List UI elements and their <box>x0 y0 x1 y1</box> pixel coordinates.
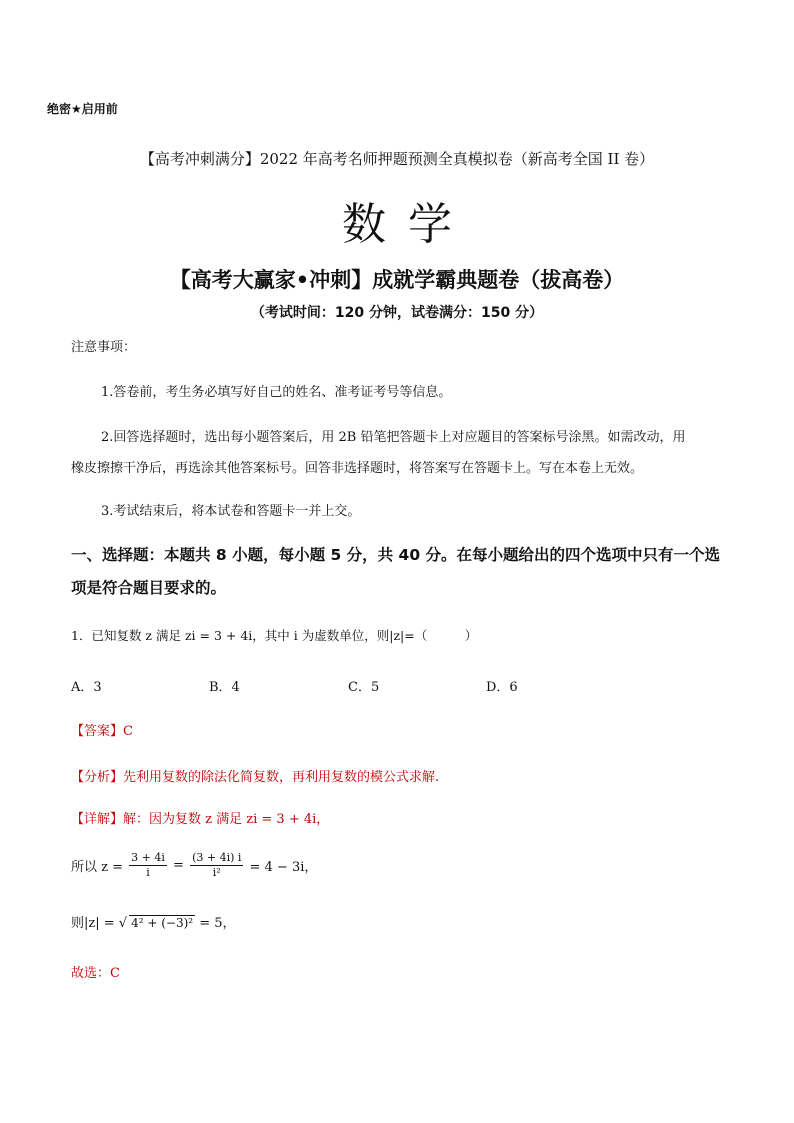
eq1-prefix: 所以 z = <box>71 860 124 875</box>
fraction-2-denominator: i² <box>212 866 221 879</box>
confidential-label: 绝密★启用前 <box>47 102 118 116</box>
option-d: D．6 <box>486 680 518 695</box>
note-item-1: 1.答卷前，考生务必填写好自己的姓名、准考证考号等信息。 <box>101 385 452 400</box>
solution-equation-2 <box>71 912 236 931</box>
fraction-2-numerator: (3 + 4i) i <box>192 851 242 864</box>
sqrt-icon: √ <box>118 916 128 931</box>
section-heading-continued: 项是符合题目要求的。 <box>71 579 227 597</box>
exam-info: （考试时间：120 分钟，试卷满分：150 分） <box>250 305 544 321</box>
paper-subtitle: 【高考大赢家•冲刺】成就学霸典题卷（拔高卷） <box>169 268 625 292</box>
detail-line: 【详解】解：因为复数 z 满足 zi = 3 + 4i， <box>71 812 330 827</box>
fraction-1-numerator: 3 + 4i <box>131 851 165 864</box>
equals-sign: = <box>173 858 184 873</box>
analysis-line: 【分析】先利用复数的除法化简复数，再利用复数的模公式求解. <box>71 770 440 785</box>
eq2-suffix: = 5， <box>199 916 236 931</box>
option-c: C．5 <box>348 680 380 695</box>
exam-series-title: 【高考冲刺满分】2022 年高考名师押题预测全真模拟卷（新高考全国 II 卷） <box>139 150 655 168</box>
option-b: B．4 <box>209 680 240 695</box>
question-stem: 1．已知复数 z 满足 zi = 3 + 4i，其中 i 为虚数单位，则|z|=（ ） <box>71 628 478 643</box>
fraction-2 <box>190 851 243 880</box>
solution-equation-1 <box>71 851 317 891</box>
eq2-prefix: 则|z| = <box>71 916 115 931</box>
subject-title: 数学 <box>342 199 474 250</box>
sqrt-radicand: 4² + (−3)² <box>131 916 194 930</box>
note-item-2-continued: 橡皮擦擦干净后，再选涂其他答案标号。回答非选择题时，将答案写在答题卡上。写在本卷上无效。 <box>71 461 644 476</box>
notes-title: 注意事项： <box>71 340 137 355</box>
fraction-1 <box>129 851 167 880</box>
section-heading: 一、选择题：本题共 8 小题，每小题 5 分，共 40 分。在每小题给出的四个选项中只有一个选 <box>71 546 721 564</box>
final-choice: 故选：C <box>71 966 120 981</box>
eq1-suffix: = 4 − 3i， <box>249 860 318 875</box>
fraction-1-denominator: i <box>146 866 150 879</box>
option-a: A．3 <box>71 680 102 695</box>
note-item-2: 2.回答选择题时，选出每小题答案后，用 2B 铅笔把答题卡上对应题目的答案标号涂黑。如需改动，用 <box>101 430 686 445</box>
note-item-3: 3.考试结束后，将本试卷和答题卡一并上交。 <box>101 504 361 519</box>
answer-line: 【答案】C <box>71 724 133 739</box>
